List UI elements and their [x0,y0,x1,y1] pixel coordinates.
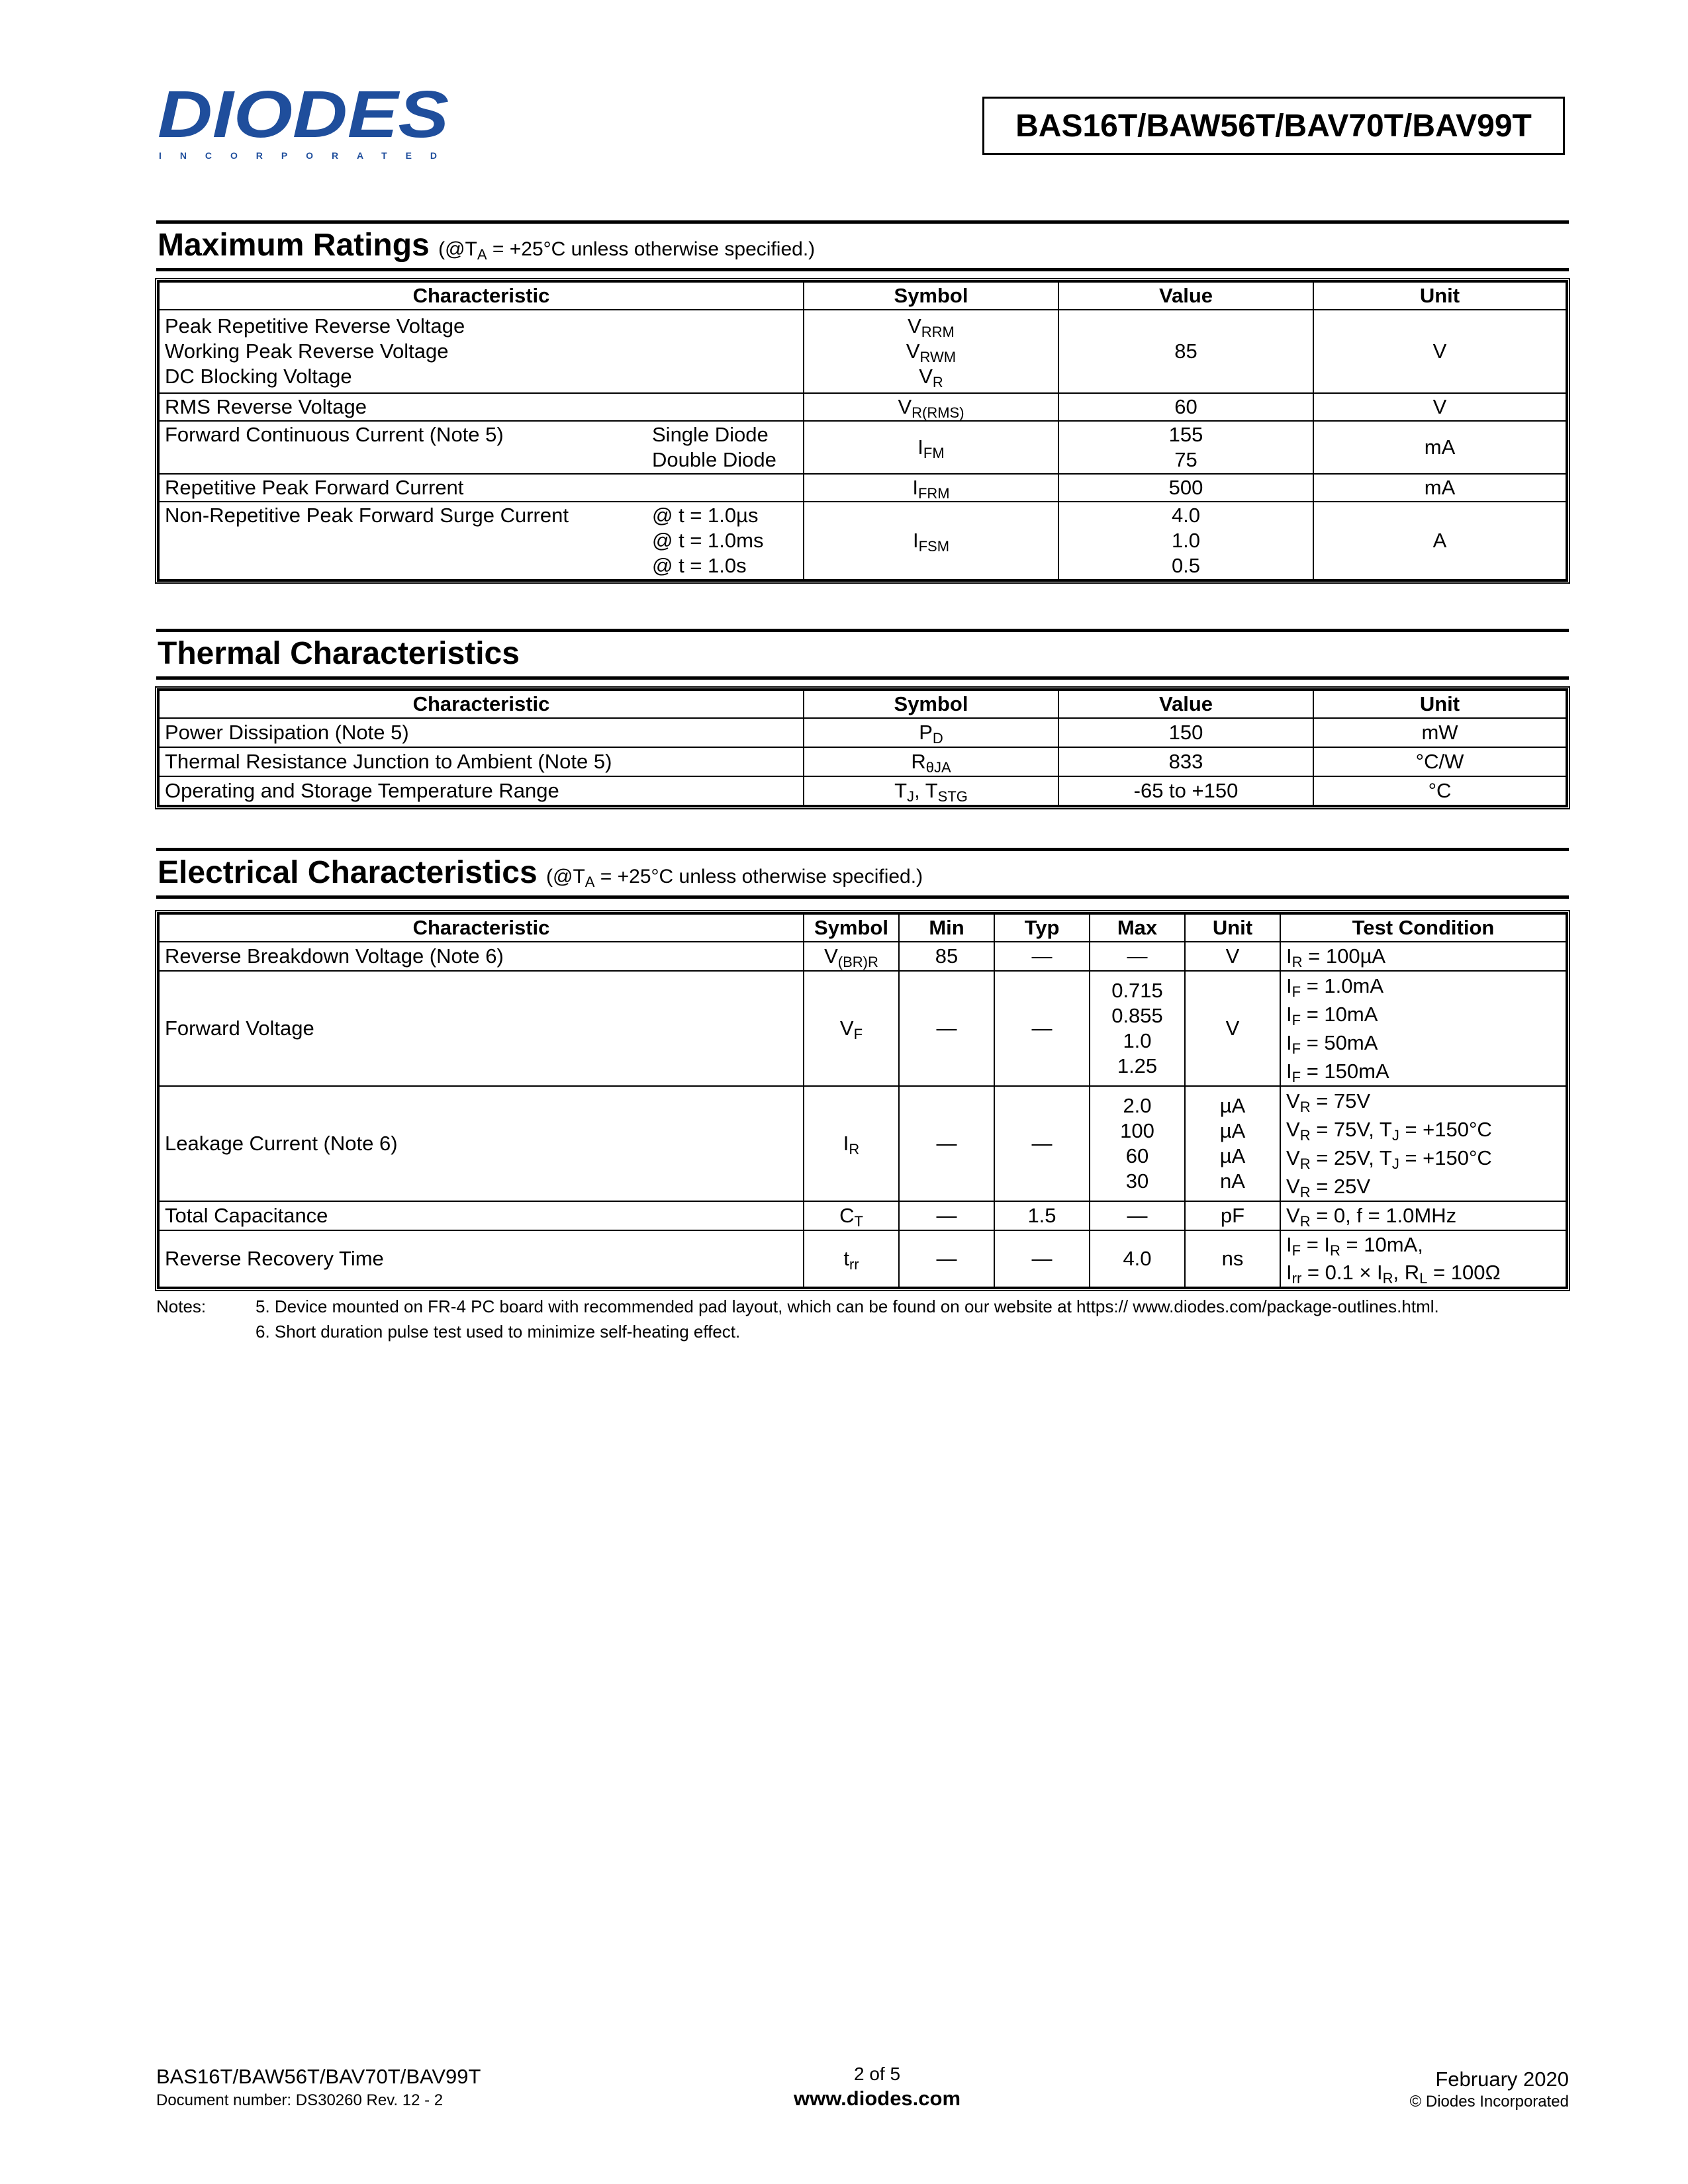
max-ratings-title: Maximum Ratings [158,228,430,263]
table-row: Forward Continuous Current (Note 5) Single Diode Double Diode $I_{FM}$ 155 75 mA [159,421,1566,474]
table-header-row: Characteristic Symbol Min Typ Max Unit Test Condition [159,914,1566,942]
logo-text: DIODES [158,83,449,152]
table-row: Reverse Breakdown Voltage (Note 6) $V_{(BR)R}$ 85 — — V $I_R = 100\mu A$ [159,942,1566,971]
part-number-title: BAS16T/BAW56T/BAV70T/BAV99T [1015,108,1532,144]
electrical-title: Electrical Characteristics [158,855,538,890]
footer-page-number: 2 of 5 [853,2064,901,2084]
thermal-heading [156,629,1569,682]
table-header-row: Characteristic Symbol Value Unit [159,282,1566,310]
footer-copyright: © Diodes Incorporated [1409,2093,1569,2111]
table-row: Repetitive Peak Forward Current $I_{FRM}$ 500 mA [159,474,1566,502]
thermal-table [155,686,1570,809]
diodes-logo [156,83,454,162]
footer-part-numbers: BAS16T/BAW56T/BAV70T/BAV99T [156,2065,481,2088]
max-ratings-table [155,278,1570,584]
electrical-heading [156,848,1569,901]
note-6: 6. Short duration pulse test used to minimize self-heating effect. [256,1322,741,1342]
part-number-box [982,97,1565,155]
footer-website-link[interactable]: www.diodes.com [793,2087,961,2110]
table-row: Leakage Current (Note 6) $I_R$ — — 2.0 100 60 30 µA µA µA nA $V_R = 75V$ $V_R = 75V$, $T_J = +150^\circ C$ $V_R = 25V$, $T_J = +150^\circ C$ $V_R = 25V$ [159,1086,1566,1201]
note-5: 5. Device mounted on FR-4 PC board with recommended pad layout, which can be found on our website at https:// www.diodes.com/package-outlines.html. [256,1297,1439,1316]
footer-date: February 2020 [1435,2068,1569,2091]
table-row: Total Capacitance $C_T$ — 1.5 — pF $V_R = 0$, f = 1.0MHz [159,1201,1566,1230]
table-header-row: Characteristic Symbol Value Unit [159,690,1566,718]
table-row: Forward Voltage $V_F$ — — 0.715 0.855 1.0 1.25 V $I_F = 1.0mA$ $I_F = 10mA$ $I_F = 50mA$ $I_F = 150mA$ [159,971,1566,1086]
max-ratings-heading [156,220,1569,273]
table-row: RMS Reverse Voltage $V_{R(RMS)}$ 60 V [159,393,1566,421]
max-ratings-condition: ($@T_A = +25^\circ C$ unless otherwise specified.) [438,238,816,263]
thermal-title: Thermal Characteristics [158,636,520,671]
table-row: Reverse Recovery Time $t_{rr}$ — — 4.0 ns $I_F = I_R = 10mA$, $I_{rr} = 0.1 \times I_R$, $R_L = 100\Omega$ [159,1230,1566,1287]
electrical-table [155,910,1570,1291]
footer-doc-number: Document number: DS30260 Rev. 12 - 2 [156,2091,444,2109]
table-row: Operating and Storage Temperature Range $T_J$, $T_{STG}$ -65 to +150 °C [159,776,1566,805]
table-row: Peak Repetitive Reverse Voltage Working Peak Reverse Voltage DC Blocking Voltage $V_{RRM}$ $V_{RWM}$ $V_R$ 85 V [159,310,1566,393]
table-row: Thermal Resistance Junction to Ambient (Note 5) $R_{\theta JA}$ 833 °C/W [159,747,1566,776]
table-row: Non-Repetitive Peak Forward Surge Current @ t = 1.0µs @ t = 1.0ms @ t = 1.0s $I_{FSM}$ 4.0 1.0 0.5 A [159,502,1566,580]
logo-subtext: INCORPORATED [159,150,437,161]
notes-label: Notes: [156,1297,207,1316]
table-row: Power Dissipation (Note 5) $P_D$ 150 mW [159,718,1566,747]
electrical-condition: ($@T_A = +25^\circ C$ unless otherwise specified.) [546,866,923,890]
